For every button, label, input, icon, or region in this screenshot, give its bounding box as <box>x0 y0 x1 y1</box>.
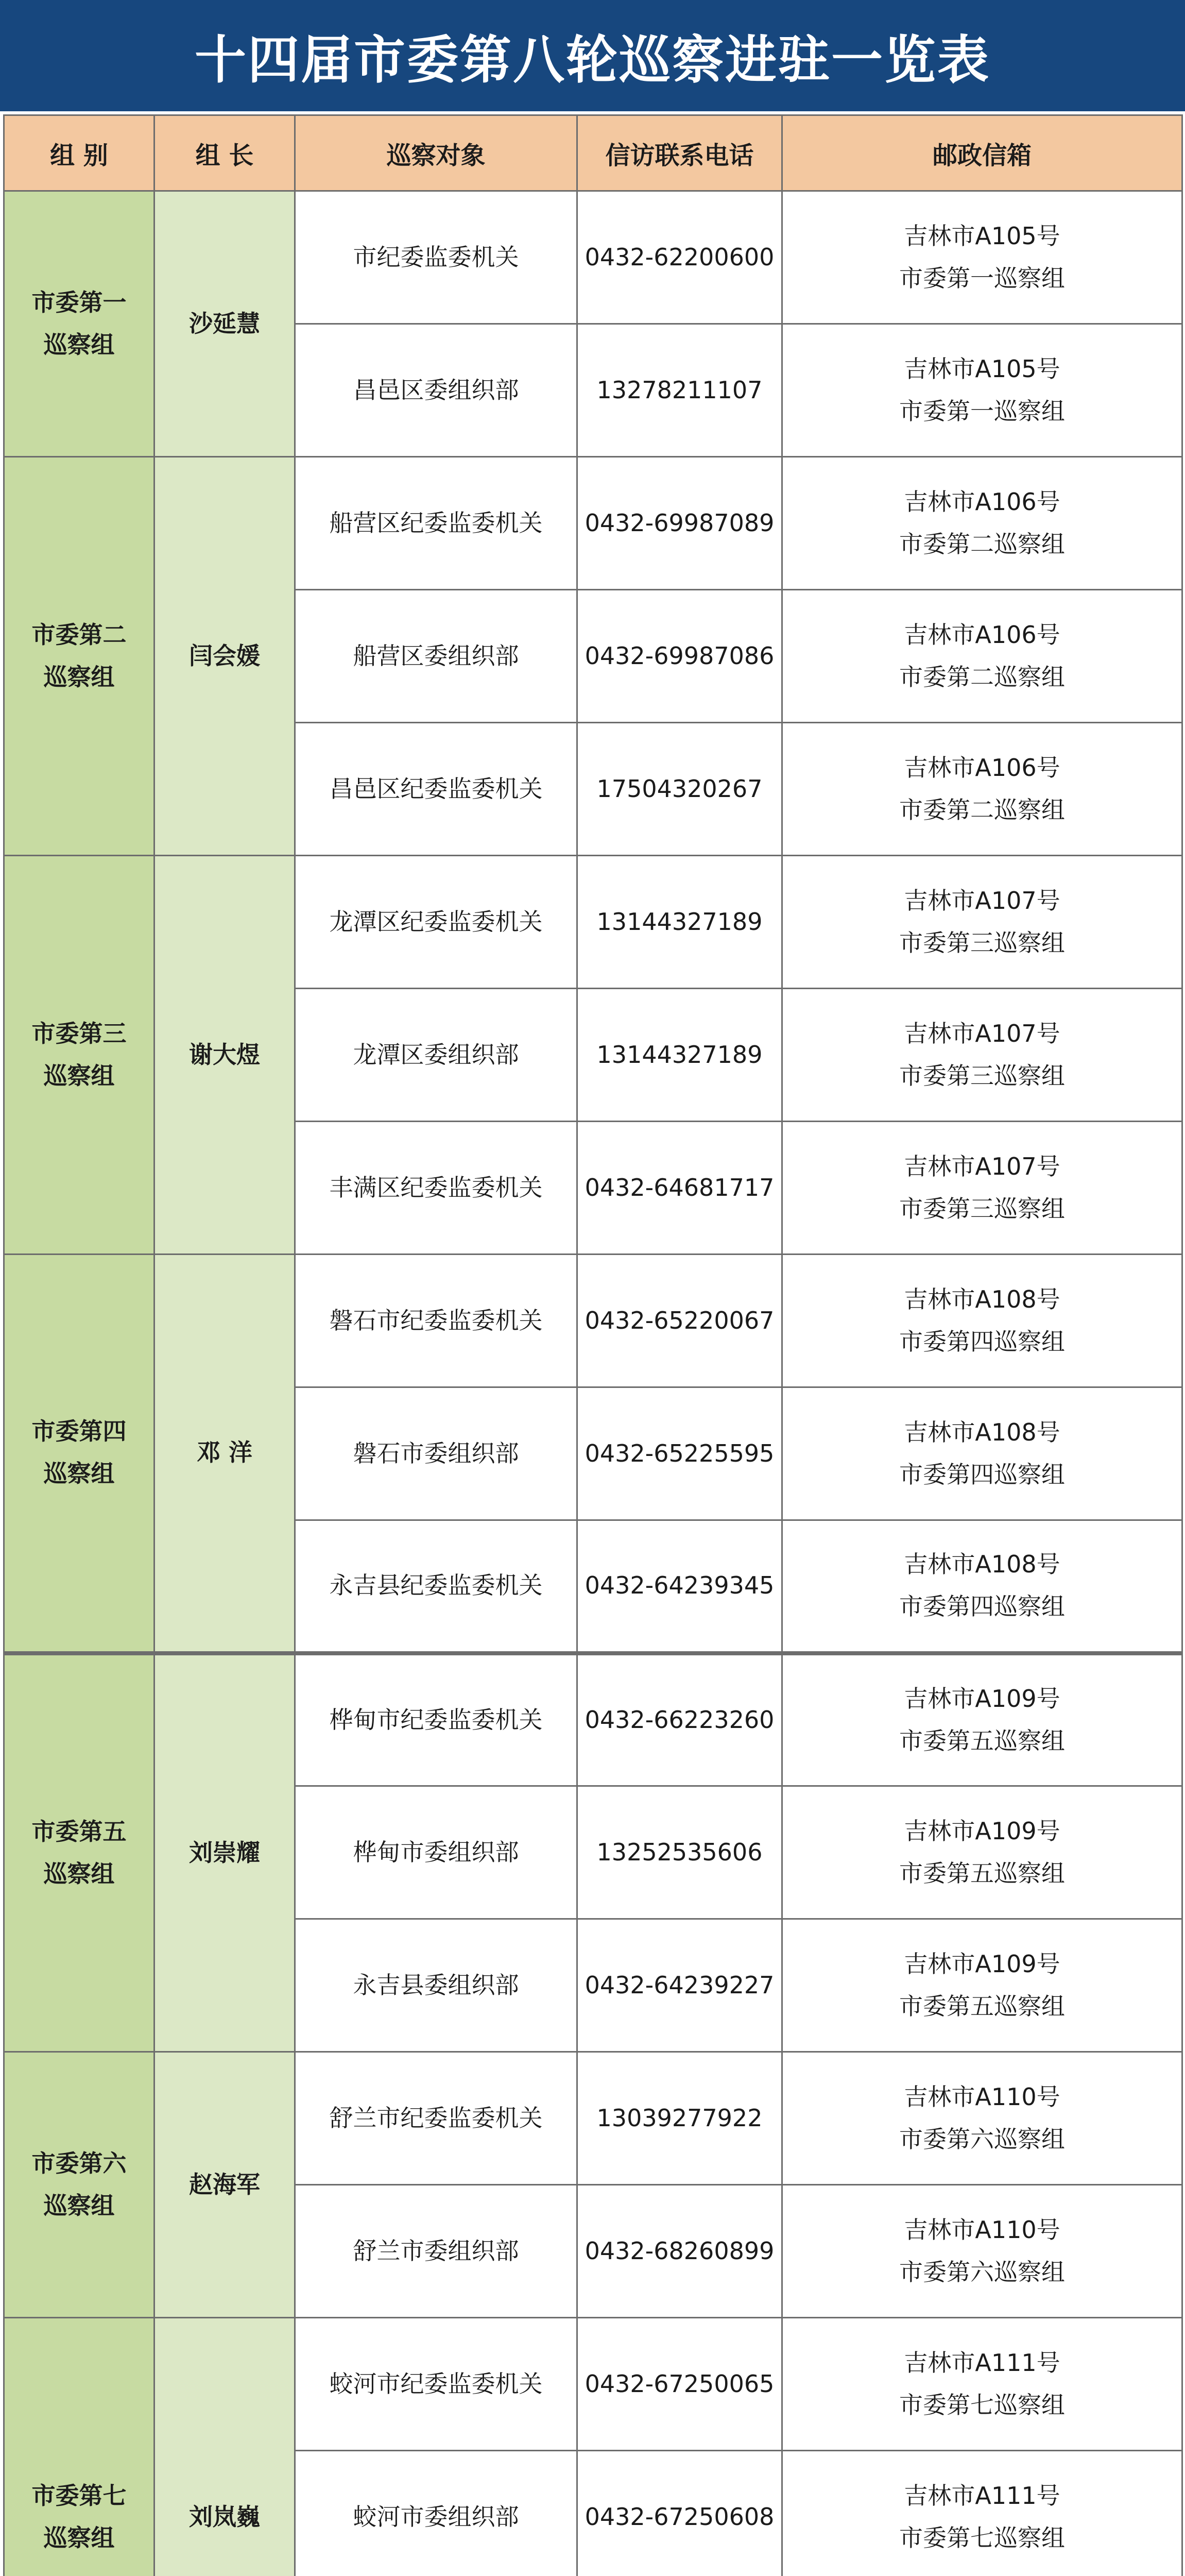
mailbox-line: 吉林市A107号 <box>904 1019 1060 1047</box>
group-name-line: 市委第四 <box>31 1417 127 1446</box>
mailbox-line: 市委第三巡察组 <box>899 1194 1065 1223</box>
mailbox-line: 市委第二巡察组 <box>899 663 1065 691</box>
target-cell: 舒兰市委组织部 <box>295 2185 577 2318</box>
table-row <box>4 191 1182 324</box>
mailbox-line: 吉林市A107号 <box>904 886 1060 914</box>
header-mailbox: 邮政信箱 <box>782 115 1182 191</box>
mailbox-line: 吉林市A105号 <box>904 354 1060 383</box>
table-row <box>4 856 1182 989</box>
phone-cell: 0432-68260899 <box>577 2185 782 2318</box>
target-cell: 昌邑区纪委监委机关 <box>295 723 577 856</box>
target-cell: 丰满区纪委监委机关 <box>295 1122 577 1255</box>
phone-cell: 0432-62200600 <box>577 191 782 324</box>
mailbox-cell <box>782 1919 1182 2052</box>
phone-cell: 0432-69987089 <box>577 457 782 590</box>
header-target: 巡察对象 <box>295 115 577 191</box>
group-leader-cell: 邓 洋 <box>154 1255 295 1653</box>
mailbox-line: 吉林市A106号 <box>904 753 1060 782</box>
phone-cell: 0432-69987086 <box>577 590 782 723</box>
table-row <box>4 2318 1182 2451</box>
mailbox-line: 吉林市A107号 <box>904 1152 1060 1180</box>
phone-cell: 13278211107 <box>577 324 782 457</box>
table-row <box>4 2052 1182 2185</box>
mailbox-cell <box>782 1653 1182 1786</box>
group-name-line: 市委第五 <box>31 1817 127 1845</box>
table-row <box>4 457 1182 590</box>
group-name-line: 市委第三 <box>31 1019 127 1047</box>
mailbox-cell <box>782 1520 1182 1653</box>
mailbox-cell <box>782 2052 1182 2185</box>
target-cell: 船营区委组织部 <box>295 590 577 723</box>
phone-cell: 0432-65225595 <box>577 1387 782 1520</box>
mailbox-line: 市委第四巡察组 <box>899 1592 1065 1621</box>
mailbox-cell <box>782 2318 1182 2451</box>
header-row <box>4 115 1182 191</box>
mailbox-cell <box>782 989 1182 1122</box>
target-cell: 桦甸市委组织部 <box>295 1786 577 1919</box>
mailbox-line: 市委第四巡察组 <box>899 1460 1065 1488</box>
mailbox-cell <box>782 1786 1182 1919</box>
phone-cell: 13039277922 <box>577 2052 782 2185</box>
header-group: 组 别 <box>4 115 154 191</box>
group-leader-cell: 赵海军 <box>154 2052 295 2318</box>
mailbox-cell <box>782 856 1182 989</box>
target-cell: 龙潭区委组织部 <box>295 989 577 1122</box>
group-name-line: 巡察组 <box>43 2191 115 2219</box>
phone-cell: 0432-64239345 <box>577 1520 782 1653</box>
phone-cell: 13144327189 <box>577 856 782 989</box>
group-name-line: 市委第七 <box>31 2481 127 2510</box>
phone-cell: 13144327189 <box>577 989 782 1122</box>
group-leader-cell: 沙延慧 <box>154 191 295 457</box>
mailbox-line: 市委第七巡察组 <box>899 2391 1065 2419</box>
group-name-line: 市委第二 <box>31 620 127 649</box>
mailbox-cell <box>782 2451 1182 2576</box>
page-title: 十四届市委第八轮巡察进驻一览表 <box>0 0 1185 111</box>
mailbox-line: 市委第三巡察组 <box>899 1061 1065 1090</box>
group-name-line: 巡察组 <box>43 663 115 691</box>
phone-cell: 0432-67250608 <box>577 2451 782 2576</box>
mailbox-cell <box>782 191 1182 324</box>
header-leader: 组 长 <box>154 115 295 191</box>
target-cell: 龙潭区纪委监委机关 <box>295 856 577 989</box>
mailbox-cell <box>782 723 1182 856</box>
mailbox-line: 市委第四巡察组 <box>899 1327 1065 1355</box>
group-name-cell <box>4 2318 154 2576</box>
mailbox-line: 吉林市A110号 <box>904 2082 1060 2111</box>
mailbox-line: 吉林市A106号 <box>904 487 1060 516</box>
mailbox-line: 吉林市A108号 <box>904 1418 1060 1446</box>
target-cell: 磐石市纪委监委机关 <box>295 1255 577 1387</box>
group-leader-cell: 刘岚巍 <box>154 2318 295 2576</box>
phone-cell: 0432-67250065 <box>577 2318 782 2451</box>
group-name-line: 巡察组 <box>43 1859 115 1888</box>
target-cell: 舒兰市纪委监委机关 <box>295 2052 577 2185</box>
group-name-cell <box>4 191 154 457</box>
mailbox-cell <box>782 457 1182 590</box>
group-name-line: 巡察组 <box>43 1061 115 1090</box>
phone-cell: 0432-64681717 <box>577 1122 782 1255</box>
table-row <box>4 1255 1182 1387</box>
mailbox-line: 市委第五巡察组 <box>899 1992 1065 2020</box>
mailbox-line: 市委第七巡察组 <box>899 2523 1065 2552</box>
mailbox-cell <box>782 590 1182 723</box>
target-cell: 蛟河市纪委监委机关 <box>295 2318 577 2451</box>
mailbox-line: 市委第二巡察组 <box>899 795 1065 824</box>
mailbox-cell <box>782 1255 1182 1387</box>
mailbox-cell <box>782 1387 1182 1520</box>
group-leader-cell: 刘崇耀 <box>154 1653 295 2052</box>
mailbox-line: 市委第三巡察组 <box>899 928 1065 957</box>
mailbox-line: 市委第二巡察组 <box>899 530 1065 558</box>
group-leader-cell: 闫会媛 <box>154 457 295 856</box>
group-name-cell <box>4 856 154 1255</box>
mailbox-line: 吉林市A109号 <box>904 1817 1060 1845</box>
mailbox-line: 吉林市A111号 <box>904 2348 1060 2377</box>
mailbox-line: 市委第一巡察组 <box>899 397 1065 425</box>
mailbox-cell <box>782 1122 1182 1255</box>
mailbox-line: 市委第五巡察组 <box>899 1859 1065 1887</box>
group-name-cell <box>4 2052 154 2318</box>
table-body <box>4 191 1182 2576</box>
mailbox-cell <box>782 324 1182 457</box>
mailbox-line: 吉林市A108号 <box>904 1285 1060 1313</box>
group-name-line: 市委第一 <box>31 288 127 316</box>
phone-cell: 0432-66223260 <box>577 1653 782 1786</box>
mailbox-line: 吉林市A105号 <box>904 222 1060 250</box>
phone-cell: 17504320267 <box>577 723 782 856</box>
mailbox-line: 市委第六巡察组 <box>899 2125 1065 2153</box>
mailbox-cell <box>782 2185 1182 2318</box>
mailbox-line: 市委第五巡察组 <box>899 1726 1065 1755</box>
mailbox-line: 吉林市A110号 <box>904 2215 1060 2244</box>
mailbox-line: 吉林市A109号 <box>904 1950 1060 1978</box>
group-leader-cell: 谢大煜 <box>154 856 295 1255</box>
group-name-line: 巡察组 <box>43 2523 115 2552</box>
target-cell: 永吉县纪委监委机关 <box>295 1520 577 1653</box>
mailbox-line: 吉林市A108号 <box>904 1550 1060 1579</box>
target-cell: 船营区纪委监委机关 <box>295 457 577 590</box>
mailbox-line: 吉林市A109号 <box>904 1684 1060 1713</box>
inspection-table <box>3 114 1183 2576</box>
mailbox-line: 吉林市A111号 <box>904 2481 1060 2510</box>
mailbox-line: 市委第一巡察组 <box>899 264 1065 292</box>
mailbox-line: 吉林市A106号 <box>904 620 1060 649</box>
phone-cell: 13252535606 <box>577 1786 782 1919</box>
target-cell: 桦甸市纪委监委机关 <box>295 1653 577 1786</box>
target-cell: 市纪委监委机关 <box>295 191 577 324</box>
phone-cell: 0432-65220067 <box>577 1255 782 1387</box>
target-cell: 昌邑区委组织部 <box>295 324 577 457</box>
group-name-cell <box>4 1653 154 2052</box>
group-name-line: 巡察组 <box>43 330 115 359</box>
group-name-line: 巡察组 <box>43 1460 115 1488</box>
group-name-cell <box>4 457 154 856</box>
target-cell: 永吉县委组织部 <box>295 1919 577 2052</box>
table-row <box>4 1653 1182 1786</box>
header-phone: 信访联系电话 <box>577 115 782 191</box>
phone-cell: 0432-64239227 <box>577 1919 782 2052</box>
group-name-line: 市委第六 <box>31 2149 127 2177</box>
mailbox-line: 市委第六巡察组 <box>899 2258 1065 2286</box>
group-name-cell <box>4 1255 154 1653</box>
target-cell: 磐石市委组织部 <box>295 1387 577 1520</box>
target-cell: 蛟河市委组织部 <box>295 2451 577 2576</box>
